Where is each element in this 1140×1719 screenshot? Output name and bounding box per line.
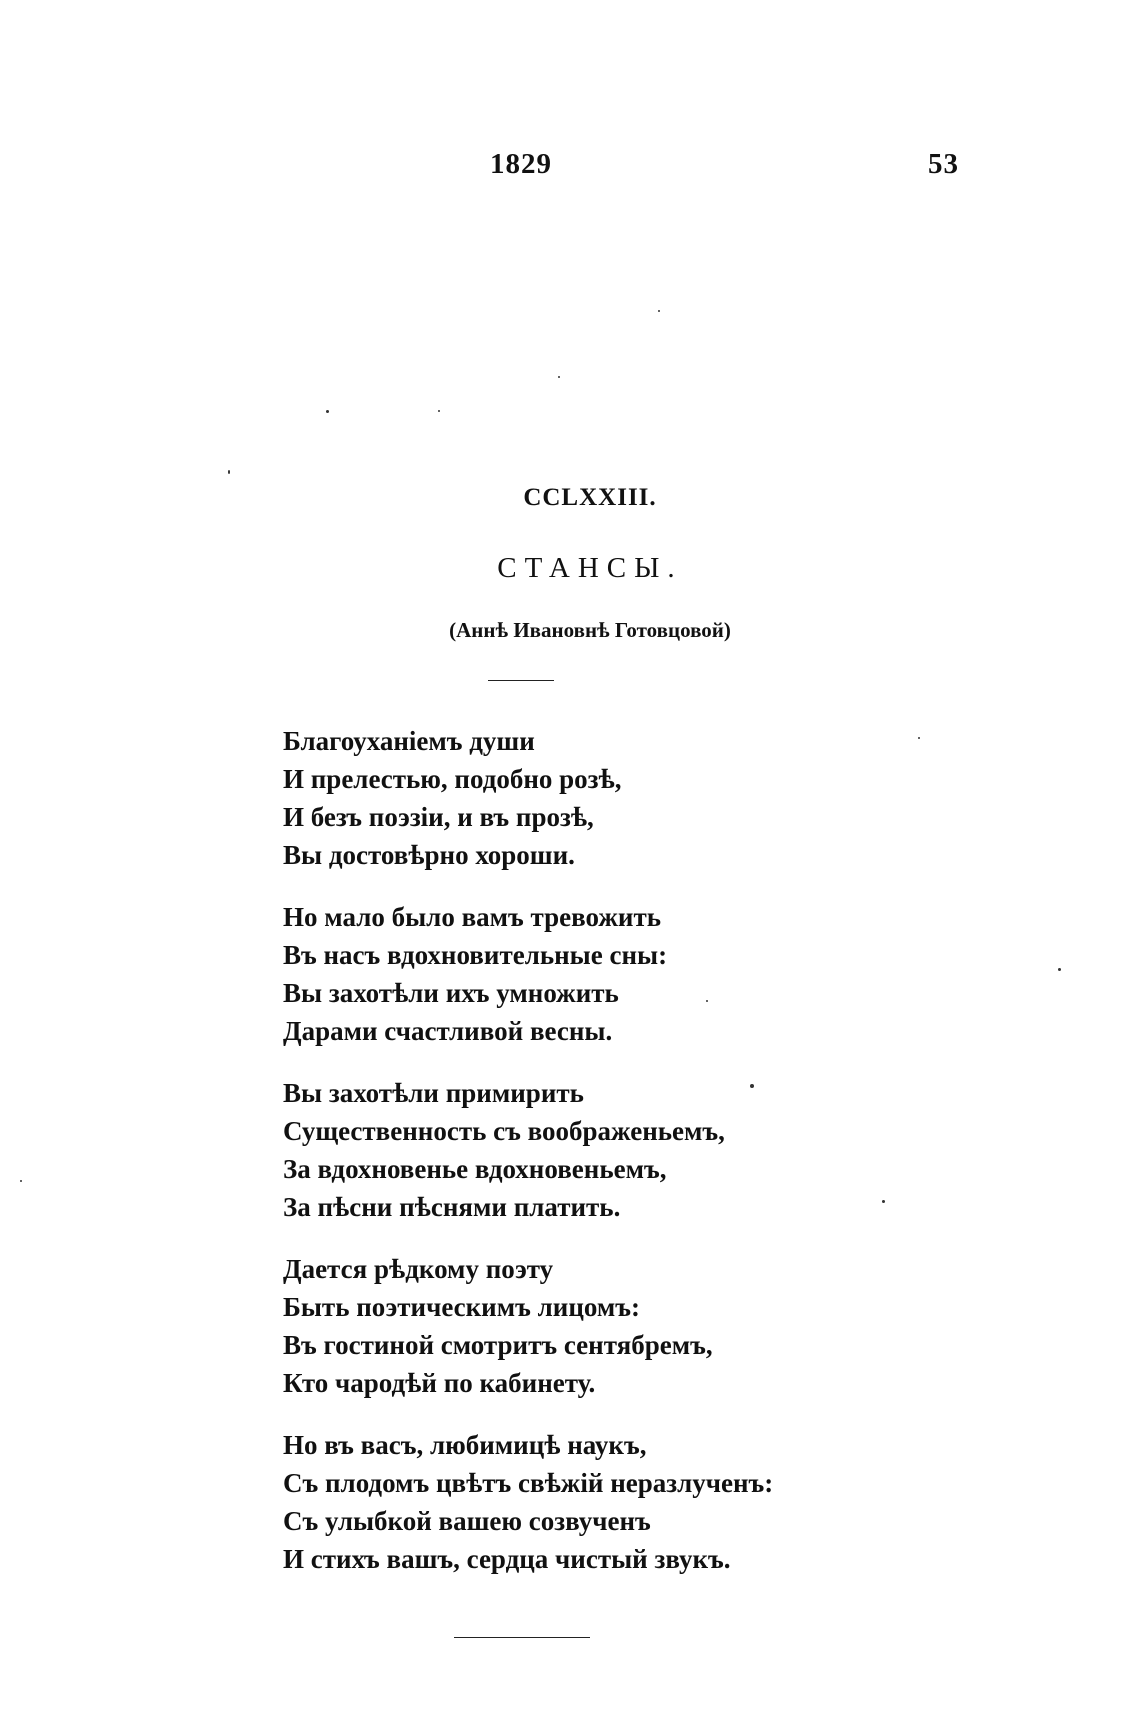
verse-line: Съ плодомъ цвѣтъ свѣжій неразлученъ: [283,1468,774,1498]
scan-speck [326,410,329,413]
stanza [283,898,983,1050]
verse-line: Кто чародѣй по кабинету. [283,1368,596,1398]
verse-line: Вы захотѣли примирить [283,1078,584,1108]
verse-line: Дарами счастливой весны. [283,1016,613,1046]
stanza [283,1426,983,1578]
verse-line: И стихъ вашъ, сердца чистый звукъ. [283,1544,731,1574]
scan-speck [20,1180,22,1182]
stanza [283,722,983,874]
verse-line: Дается рѣдкому поэту [283,1254,554,1284]
scan-speck [228,470,230,474]
verse-line: Съ улыбкой вашею созвученъ [283,1506,651,1536]
verse-line: Благоуханіемъ души [283,726,535,756]
scan-speck [658,310,660,312]
stanza [283,1074,983,1226]
poem-body [283,722,983,1602]
stanza [283,1250,983,1402]
poem-title: СТАНСЫ. [497,552,683,584]
verse-line: За пѣсни пѣснями платить. [283,1192,621,1222]
scan-speck [1058,968,1061,971]
scan-speck [882,1200,885,1203]
verse-line: Быть поэтическимъ лицомъ: [283,1292,640,1322]
scan-speck [706,1000,708,1002]
verse-line: За вдохновенье вдохновеньемъ, [283,1154,667,1184]
verse-line: Вы захотѣли ихъ умножить [283,978,619,1008]
poem-dedication: (Аннѣ Ивановнѣ Готовцовой) [449,618,731,642]
end-divider [454,1637,590,1638]
scan-speck [750,1084,754,1088]
verse-line: Въ гостиной смотритъ сентябремъ, [283,1330,713,1360]
running-head-year: 1829 [490,148,552,180]
verse-line: Въ насъ вдохновительные сны: [283,940,668,970]
title-divider [488,680,554,681]
verse-line: И прелестью, подобно розѣ, [283,764,622,794]
verse-line: И безъ поэзіи, и въ прозѣ, [283,802,594,832]
scan-speck [918,737,920,739]
poem-number: CCLXXIII. [523,484,657,511]
scan-speck [438,410,440,412]
page-number: 53 [928,148,959,180]
scan-speck [558,376,560,378]
verse-line: Существенность съ воображеньемъ, [283,1116,725,1146]
verse-line: Вы достовѣрно хороши. [283,840,575,870]
verse-line: Но въ васъ, любимицѣ наукъ, [283,1430,647,1460]
verse-line: Но мало было вамъ тревожить [283,902,662,932]
